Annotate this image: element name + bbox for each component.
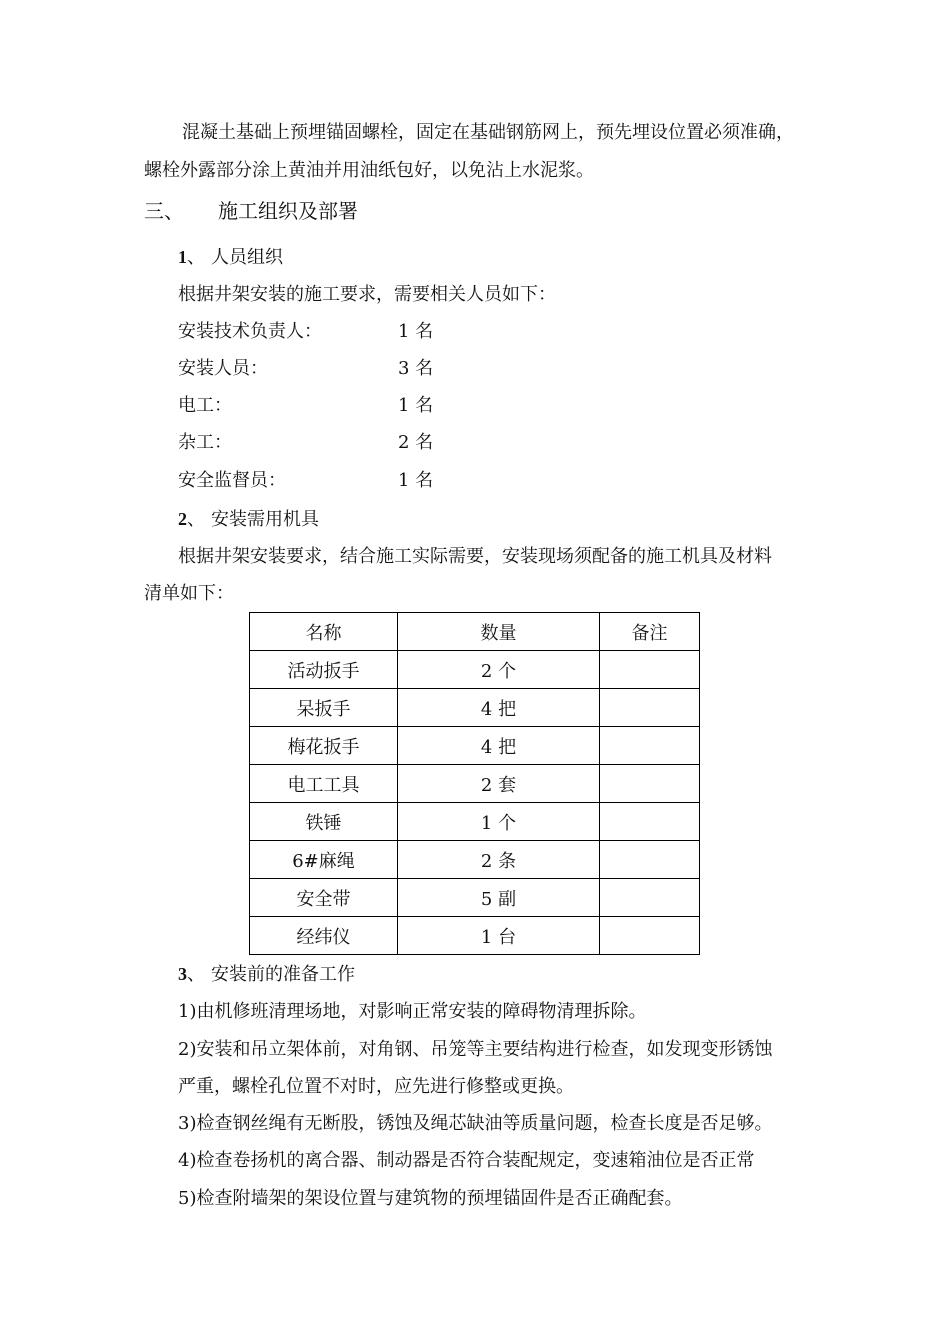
section-heading-3 (144, 199, 358, 223)
cell-name: 安全带 (250, 879, 398, 917)
tools-table (249, 612, 700, 955)
table-row (250, 689, 700, 727)
cell-remarks (600, 765, 700, 803)
table-row (250, 765, 700, 803)
cell-name: 经纬仪 (250, 917, 398, 955)
cell-name: 活动扳手 (250, 651, 398, 689)
staff-role: 杂工： (178, 432, 232, 453)
prep-item: 1)由机修班清理场地，对影响正常安装的障碍物清理拆除。 (178, 1001, 647, 1022)
prep-item: 3)检查钢丝绳有无断股，锈蚀及绳芯缺油等质量问题，检查长度是否足够。 (178, 1113, 773, 1134)
cell-quantity: 4 把 (398, 689, 600, 727)
tools-description-line-2: 清单如下： (144, 583, 234, 604)
section-title: 施工组织及部署 (218, 199, 358, 223)
staff-count: 1 名 (398, 321, 434, 342)
staff-role: 安全监督员： (178, 470, 286, 491)
staff-count: 1 名 (398, 395, 434, 416)
cell-remarks (600, 651, 700, 689)
staff-role: 电工： (178, 395, 232, 416)
staff-role: 安装人员： (178, 358, 268, 379)
table-row (250, 879, 700, 917)
cell-remarks (600, 689, 700, 727)
table-row (250, 917, 700, 955)
subsection-title: 安装需用机具 (211, 509, 319, 530)
table-row (250, 651, 700, 689)
cell-remarks (600, 727, 700, 765)
cell-quantity: 4 把 (398, 727, 600, 765)
cell-name: 铁锤 (250, 803, 398, 841)
subsection-heading-1: 1、 人员组织 (178, 247, 283, 268)
cell-name: 6#麻绳 (250, 841, 398, 879)
cell-quantity: 2 条 (398, 841, 600, 879)
staff-count: 3 名 (398, 358, 434, 379)
cell-quantity: 1 台 (398, 917, 600, 955)
staff-role: 安装技术负责人： (178, 321, 322, 342)
section-number: 三、 (144, 199, 184, 223)
intro-paragraph-line-2: 螺栓外露部分涂上黄油并用油纸包好，以免沾上水泥浆。 (144, 160, 594, 181)
header-name: 名称 (250, 613, 398, 651)
cell-remarks (600, 841, 700, 879)
staff-description: 根据井架安装的施工要求，需要相关人员如下： (178, 284, 556, 305)
table-row (250, 803, 700, 841)
cell-remarks (600, 917, 700, 955)
cell-quantity: 2 个 (398, 651, 600, 689)
subsection-heading-3: 3、 安装前的准备工作 (178, 964, 355, 985)
cell-remarks (600, 879, 700, 917)
prep-item-continuation: 严重，螺栓孔位置不对时，应先进行修整或更换。 (178, 1076, 574, 1097)
prep-item: 5)检查附墙架的架设位置与建筑物的预埋锚固件是否正确配套。 (178, 1188, 683, 1209)
intro-paragraph-line-1: 混凝土基础上预埋锚固螺栓，固定在基础钢筋网上，预先埋设位置必须准确， (182, 122, 794, 143)
cell-remarks (600, 803, 700, 841)
staff-count: 2 名 (398, 432, 434, 453)
cell-name: 电工工具 (250, 765, 398, 803)
table-row (250, 727, 700, 765)
prep-item: 4)检查卷扬机的离合器、制动器是否符合装配规定，变速箱油位是否正常 (178, 1150, 755, 1171)
subsection-number: 1 (178, 247, 187, 267)
prep-item: 2)安装和吊立架体前，对角钢、吊笼等主要结构进行检查，如发现变形锈蚀 (178, 1039, 773, 1060)
subsection-title: 人员组织 (211, 247, 283, 268)
header-quantity: 数量 (398, 613, 600, 651)
staff-count: 1 名 (398, 470, 434, 491)
cell-quantity: 5 副 (398, 879, 600, 917)
subsection-title: 安装前的准备工作 (211, 964, 355, 985)
table-header-row (250, 613, 700, 651)
cell-quantity: 2 套 (398, 765, 600, 803)
subsection-number: 3 (178, 964, 187, 984)
table-row (250, 841, 700, 879)
cell-name: 梅花扳手 (250, 727, 398, 765)
tools-description-line-1: 根据井架安装要求，结合施工实际需要，安装现场须配备的施工机具及材料 (178, 546, 772, 567)
subsection-heading-2: 2、 安装需用机具 (178, 509, 319, 530)
header-remarks: 备注 (600, 613, 700, 651)
subsection-number: 2 (178, 509, 187, 529)
cell-name: 呆扳手 (250, 689, 398, 727)
cell-quantity: 1 个 (398, 803, 600, 841)
